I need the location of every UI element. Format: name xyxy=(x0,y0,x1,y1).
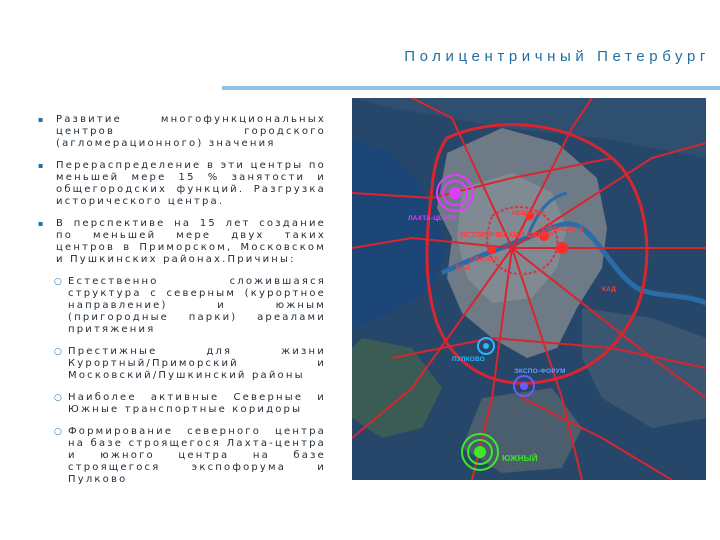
sennaya-marker xyxy=(488,246,496,254)
sub-bullet-item xyxy=(38,392,326,416)
bullet-text: Престижные для жизни Курортный/Приморский и Московский/Пушкинский районы xyxy=(68,346,326,381)
bullet-text: Развитие многофункциональных центров городского (агломерационного) значения xyxy=(56,114,326,149)
nevsky-label: НЕВСКИЙ xyxy=(512,210,545,217)
bullet-item xyxy=(38,218,326,266)
pulkovo-label: ПУЛКОВО xyxy=(452,356,486,363)
bullet-text: В перспективе на 15 лет создание по меньшей мере двух таких центров в Приморском, Московском и Пушкинских районах.Причины: xyxy=(56,218,326,265)
kad-west-label: КАД xyxy=(456,264,471,271)
circle-bullet-icon: ○ xyxy=(54,427,62,437)
title-underline xyxy=(222,86,720,90)
bullet-text: Естественно сложившаяся структура с северным (курортное направление) и южным (пригородные парки) ареалами притяжения xyxy=(68,276,326,335)
bullet-item xyxy=(38,160,326,208)
south-center-marker xyxy=(462,434,498,470)
bullet-text: Перераспределение в эти центры по меньшей мере 15 % занятости и общегородских функций. Разгрузка исторического центра. xyxy=(56,160,326,207)
expoforum-label: ЭКСПО-ФОРУМ xyxy=(514,368,566,375)
page-title: Полицентричный Петербург xyxy=(404,48,710,65)
square-bullet-icon: ▪ xyxy=(38,219,44,228)
map-graphic xyxy=(352,98,706,480)
historic-center-label: ИСТОРИЧЕСКИЙ ЦЕНТР xyxy=(460,230,554,239)
historic-center-marker xyxy=(556,242,568,254)
lakhta-center-marker xyxy=(437,175,473,211)
sub-bullet-item xyxy=(38,346,326,382)
south-center-label: ЮЖНЫЙ xyxy=(502,454,538,463)
circle-bullet-icon: ○ xyxy=(54,277,62,287)
smolny-label: СМОЛЬНЫЙ xyxy=(542,226,584,233)
circle-bullet-icon: ○ xyxy=(54,393,62,403)
square-bullet-icon: ▪ xyxy=(38,161,44,170)
city-map xyxy=(352,98,706,480)
bullet-item xyxy=(38,114,326,150)
bullet-list xyxy=(38,114,326,496)
bullet-text: Наиболее активные Северные и Южные транспортные коридоры xyxy=(68,392,326,415)
square-bullet-icon: ▪ xyxy=(38,115,44,124)
lakhta-label: ЛАХТА-ЦЕНТР xyxy=(408,215,457,222)
sub-bullet-item xyxy=(38,276,326,336)
kad-east-label: КАД xyxy=(602,286,617,293)
sub-bullet-item xyxy=(38,426,326,486)
circle-bullet-icon: ○ xyxy=(54,347,62,357)
bullet-text: Формирование северного центра на базе строящегося Лахта-центра и южного центра на базе строящегося экспофорума и Пулково xyxy=(68,426,326,485)
sennaya-label: СЕННАЯ xyxy=(470,256,499,263)
